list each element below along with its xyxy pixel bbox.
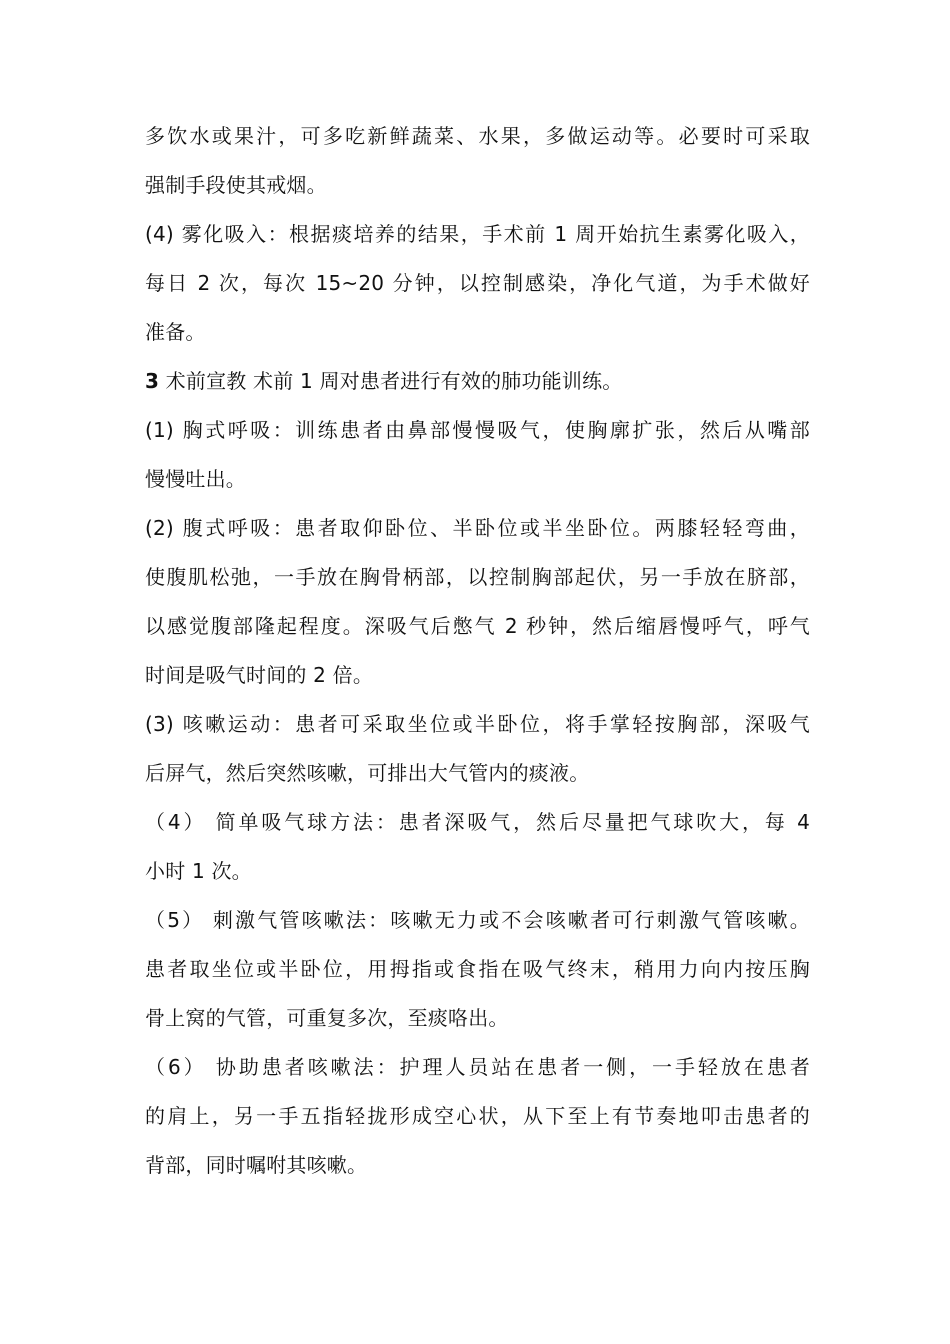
- text-line: (1) 胸式呼吸：训练患者由鼻部慢慢吸气，使胸廓扩张，然后从嘴部: [145, 418, 810, 442]
- text-line: 后屏气，然后突然咳嗽，可排出大气管内的痰液。: [145, 761, 590, 785]
- text-line: 患者取坐位或半卧位，用拇指或食指在吸气终末，稍用力向内按压胸: [145, 957, 810, 981]
- text-line: （5） 刺激气管咳嗽法：咳嗽无力或不会咳嗽者可行刺激气管咳嗽。: [145, 908, 810, 932]
- text-line: (2) 腹式呼吸：患者取仰卧位、半卧位或半坐卧位。两膝轻轻弯曲，: [145, 516, 810, 540]
- text-line: 的肩上，另一手五指轻拢形成空心状，从下至上有节奏地叩击患者的: [145, 1104, 810, 1128]
- text-line: 使腹肌松弛，一手放在胸骨柄部，以控制胸部起伏，另一手放在脐部，: [145, 565, 810, 589]
- text-line: 时间是吸气时间的 2 倍。: [145, 663, 374, 687]
- text-line: 每日 2 次，每次 15~20 分钟，以控制感染，净化气道，为手术做好: [145, 271, 810, 295]
- text-line: (4) 雾化吸入：根据痰培养的结果，手术前 1 周开始抗生素雾化吸入，: [145, 222, 810, 246]
- text-line: (3) 咳嗽运动：患者可采取坐位或半卧位，将手掌轻按胸部，深吸气: [145, 712, 810, 736]
- text-line: 背部，同时嘱咐其咳嗽。: [145, 1153, 368, 1177]
- section-number: 3: [145, 369, 160, 393]
- text-line: 多饮水或果汁，可多吃新鲜蔬菜、水果，多做运动等。必要时可采取: [145, 124, 810, 148]
- text-line: 强制手段使其戒烟。: [145, 173, 327, 197]
- text-line: 小时 1 次。: [145, 859, 252, 883]
- text-line: 慢慢吐出。: [145, 467, 246, 491]
- document-body: [145, 112, 810, 1190]
- text-line: 骨上窝的气管，可重复多次，至痰咯出。: [145, 1006, 509, 1030]
- text-line: （4） 简单吸气球方法：患者深吸气，然后尽量把气球吹大，每 4: [145, 810, 810, 834]
- section-heading-text: 术前宣教 术前 1 周对患者进行有效的肺功能训练。: [159, 369, 623, 393]
- section-heading-line: [145, 357, 810, 406]
- text-line: 以感觉腹部隆起程度。深吸气后憋气 2 秒钟，然后缩唇慢呼气，呼气: [145, 614, 810, 638]
- text-line: （6） 协助患者咳嗽法：护理人员站在患者一侧，一手轻放在患者: [145, 1055, 810, 1079]
- text-line: 准备。: [145, 320, 206, 344]
